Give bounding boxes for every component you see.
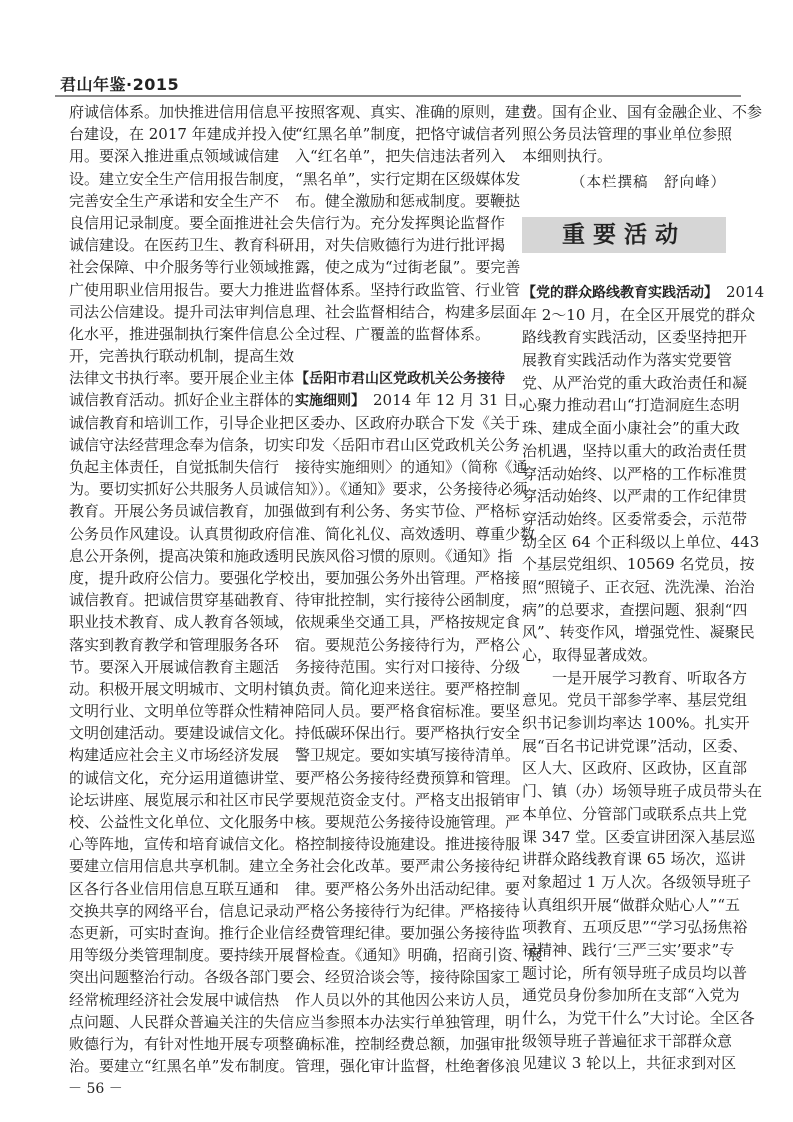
text-line: 完善安全生产承诺和安全生产不 <box>69 191 280 210</box>
text-line: 格控制接待设施建设。推进接待服 <box>295 835 521 854</box>
text-line: 严格公务接待行为纪律。严格接待 <box>295 901 521 920</box>
page-number: － 56 － <box>68 1081 123 1097</box>
text-line: 知》）。《通知》要求，公务接待必须 <box>295 480 528 499</box>
text-line: 要严格公务接待经费预算和管理。 <box>295 768 521 787</box>
text-line: 化水平，推进强制执行案件信息公 <box>69 324 295 343</box>
header-rule <box>55 95 741 97</box>
text-line: 作人员以外的其他因公来访人员， <box>295 990 521 1009</box>
author-credit: （本栏撰稿 舒向峰） <box>571 175 726 191</box>
text-line <box>522 281 765 304</box>
text-line: 教育。开展公务员诚信教育，加强 <box>69 502 295 521</box>
text-line: 律。要严格公务外出活动纪律。要 <box>295 879 521 898</box>
text-line: 认真组织开展“做群众贴心人”“五 <box>522 895 741 914</box>
text-line: 宿。要规范公务接待行为，严格公 <box>295 635 521 654</box>
text-line: 要规范资金支付。严格支出报销审 <box>295 790 521 809</box>
text-line: 社会保障、中介服务等行业领域推 <box>69 258 295 277</box>
text-line: 督检查。《通知》明确，招商引资、展 <box>295 946 543 965</box>
text-line: 依规乘坐交通工具，严格按规定食 <box>295 613 521 632</box>
text-line: 用等级分类管理制度。要持续开展 <box>69 946 295 965</box>
text-line: 确标准，控制经费总额，加强审批 <box>295 1034 521 1053</box>
text-line: 诚信守法经营理念奉为信条，切实 <box>69 435 295 454</box>
text-line: 意见。党员干部参学率、基层党组 <box>522 691 748 710</box>
text-line: 动。积极开展文明城市、文明村镇、 <box>69 679 310 698</box>
line-text: 2014 <box>711 283 765 301</box>
column-2 <box>295 101 543 1077</box>
text-line: 门、镇（办）场领导班子成员带头在 <box>522 782 763 801</box>
text-line: 区人大、区政府、区政协，区直部 <box>522 759 748 778</box>
text-line: 监督体系。坚持行政监管、行业管 <box>295 280 521 299</box>
text-line: 广使用职业信用报告。要大力推进 <box>69 280 295 299</box>
text-line: 区委办、区政府办联合下发《关于 <box>295 413 521 432</box>
text-line: 交换共享的网络平台，信息记录动 <box>69 901 295 920</box>
text-line: 准、简化礼仪、高效透明、尊重少数 <box>295 524 536 543</box>
line-text: 2014 年 12 月 31 日， <box>358 391 534 410</box>
text-line: 法律文书执行率。要开展企业主体 <box>69 369 295 388</box>
text-line: 风”、转变作风，增强党性、凝聚民 <box>522 623 755 642</box>
text-line <box>295 367 505 389</box>
text-line: 负责。简化迎来送往。要严格控制 <box>295 679 521 698</box>
text-line: 心聚力推动君山“打造洞庭生态明 <box>522 396 740 415</box>
text-line: 态更新，可实时查询。推行企业信 <box>69 923 295 942</box>
text-line: 心等阵地，宣传和培育诚信文化。 <box>69 835 295 854</box>
text-line: 设。建立安全生产信用报告制度， <box>69 169 295 188</box>
text-line: 费。国有企业、国有金融企业、不参 <box>522 103 763 121</box>
text-line: 展“百名书记讲党课”活动，区委、 <box>522 736 748 755</box>
text-line: 治机遇，坚持以重大的政治责任贯 <box>522 441 748 460</box>
text-line: 持低碳环保出行。要严格执行安全 <box>295 724 521 743</box>
entry-title: 实施细则】 <box>295 393 358 410</box>
text-line: 负起主体责任，自觉抵制失信行 <box>69 458 280 476</box>
text-line: 文明行业、文明单位等群众性精神 <box>69 702 295 721</box>
text-line: 本单位、分管部门或联系点共上党 <box>522 804 748 823</box>
text-line: 点问题、人民群众普遍关注的失信 <box>69 1012 295 1031</box>
text-line: 务社会化改革。要严肃公务接待纪 <box>295 857 521 876</box>
text-line: 入“红名单”，把失信违法者列入 <box>295 147 506 166</box>
text-line: 课 347 堂。区委宣讲团深入基层巡 <box>522 827 756 846</box>
text-line: 禄精神、践行‘三严三实’要求”专 <box>522 940 735 959</box>
text-line: 校、公益性文化单位、文化服务中 <box>69 813 295 831</box>
text-line: 珠、建成全面小康社会”的重大政 <box>522 419 740 438</box>
text-line: 陪同人员。要严格食宿标准。要坚 <box>295 702 521 721</box>
text-line: 做到有利公务、务实节俭、严格标 <box>295 502 521 521</box>
text-line: 接待实施细则〉的通知》（简称《通 <box>295 458 528 476</box>
text-line: 应当参照本办法实行单独管理，明 <box>295 1012 521 1031</box>
text-line: 动全区 64 个正科级以上单位、443 <box>522 532 760 551</box>
text-line: 年 2～10 月，在全区开展党的群众 <box>522 305 756 324</box>
text-line: 穿活动始终。区委常委会，示范带 <box>522 509 748 528</box>
line-text: 本细则执行。 <box>522 147 613 166</box>
text-line: 用。要深入推进重点领域诚信建 <box>69 147 280 166</box>
text-line: 个基层党组织、10569 名党员，按 <box>522 555 755 574</box>
entry-title: 【岳阳市君山区党政机关公务接待 <box>295 371 505 388</box>
text-line: 穿活动始终、以严格的工作标准贯 <box>522 464 748 483</box>
text-line: 照“照镜子、正衣冠、洗洗澡、治治 <box>522 577 755 596</box>
text-line: 息公开条例，提高决策和施政透明 <box>69 546 295 565</box>
text-line: 务接待范围。实行对口接待、分级 <box>295 657 521 676</box>
column-3-top <box>522 101 763 168</box>
text-line: 会、经贸洽谈会等，接待除国家工 <box>295 968 521 987</box>
column-3-bottom <box>522 281 765 1075</box>
running-header: 君山年鉴·2015 <box>60 75 180 94</box>
text-line: 诚信建设。在医药卫生、教育科研、 <box>69 236 310 255</box>
text-line: 台建设，在 2017 年建成并投入使 <box>69 125 297 144</box>
text-line: 落实到教育教学和管理服务各环 <box>69 635 280 654</box>
text-line: 核。要规范公务接待设施管理。严 <box>295 813 521 831</box>
text-line: 级领导班子普遍征求干部群众意 <box>522 1031 733 1050</box>
text-line: 司法公信建设。提升司法审判信息 <box>69 302 295 321</box>
text-line: 项教育、五项反思”“学习弘扬焦裕 <box>522 918 748 937</box>
text-line: 诚信教育。把诚信贯穿基础教育、 <box>69 591 295 610</box>
text-line: 府诚信体系。加快推进信用信息平 <box>69 103 295 121</box>
text-line: 按照客观、真实、准确的原则，建立 <box>295 103 536 121</box>
text-line: 展教育实践活动作为落实党要管 <box>522 351 733 370</box>
section-heading: 重要活动 <box>522 217 726 253</box>
line-text: 心，取得显著成效。 <box>522 646 658 664</box>
text-line <box>522 644 726 667</box>
text-line: 一是开展学习教育、听取各方 <box>522 668 748 687</box>
text-line: 构建适应社会主义市场经济发展 <box>69 746 280 765</box>
text-line: 诚信教育活动。抓好企业主群体的 <box>69 391 295 410</box>
text-line: 待审批控制，实行接待公函制度， <box>295 591 521 610</box>
text-line: 用，对失信败德行为进行批评揭 <box>295 236 506 255</box>
text-line: 出，要加强公务外出管理。严格接 <box>295 568 521 587</box>
text-line: 节。要深入开展诚信教育主题活 <box>69 657 280 676</box>
text-line: 诚信教育和培训工作，引导企业把 <box>69 413 295 432</box>
text-line: 经常梳理经济社会发展中诚信热 <box>69 990 280 1009</box>
text-line: 什么，为党干什么”大讨论。全区各 <box>522 1009 755 1027</box>
text-line: 要建立信用信息共享机制。建立全 <box>69 857 295 876</box>
text-line: 见建议 3 轮以上，共征求到对区 <box>522 1054 737 1073</box>
text-line: 职业技术教育、成人教育各领域， <box>69 613 295 632</box>
text-line: “红黑名单”制度，把恪守诚信者列 <box>295 125 521 144</box>
text-line: 织书记参训均率达 100%。扎实开 <box>522 714 750 733</box>
text-line: 对象超过 1 万人次。各级领导班子 <box>522 872 752 891</box>
paragraph-gap <box>295 345 499 367</box>
text-line: 为。要切实抓好公共服务人员诚信 <box>69 480 295 499</box>
text-line: 管理，强化审计监督，杜绝奢侈浪 <box>295 1057 521 1076</box>
text-line: 题讨论，所有领导班子成员均以普 <box>522 963 748 982</box>
text-line: 治。要建立“红黑名单”发布制度。 <box>69 1057 295 1076</box>
text-line: 败德行为，有针对性地开展专项整 <box>69 1034 295 1053</box>
text-line: 民族风俗习惯的原则。《通知》指 <box>295 546 513 565</box>
text-line: 论坛讲座、展览展示和社区市民学 <box>69 790 295 809</box>
text-line <box>522 145 726 167</box>
text-line: 照公务员法管理的事业单位参照 <box>522 125 733 144</box>
text-line: 病”的总要求，查摆问题、狠刹“四 <box>522 600 748 619</box>
column-1 <box>69 101 310 1077</box>
text-line: 警卫规定。要如实填写接待清单。 <box>295 746 521 765</box>
text-line: 突出问题整治行动。各级各部门要 <box>69 968 295 987</box>
text-line: “黑名单”，实行定期在区级媒体发 <box>295 169 521 188</box>
text-line: 党、从严治党的重大政治责任和凝 <box>522 373 748 392</box>
text-line: 印发〈岳阳市君山区党政机关公务 <box>295 435 521 454</box>
text-line: 经费管理纪律。要加强公务接待监 <box>295 923 521 942</box>
text-line: 文明创建活动。要建设诚信文化。 <box>69 724 295 743</box>
text-line: 讲群众路线教育课 65 场次，巡讲 <box>522 850 746 869</box>
text-line: 区各行各业信用信息互联互通和 <box>69 879 280 898</box>
text-line: 失信行为。充分发挥舆论监督作 <box>295 213 506 232</box>
text-line: 度，提升政府公信力。要强化学校 <box>69 568 295 587</box>
text-line: 露，使之成为“过街老鼠”。要完善 <box>295 258 521 277</box>
text-line <box>295 323 499 345</box>
text-line: 穿活动始终、以严肃的工作纪律贯 <box>522 487 748 506</box>
entry-title: 【党的群众路线教育实践活动】 <box>522 285 711 301</box>
text-line: 通党员身份参加所在支部“入党为 <box>522 986 740 1005</box>
line-text: 全过程、广覆盖的监督体系。 <box>295 324 491 343</box>
text-line: 良信用记录制度。要全面推进社会 <box>69 213 295 232</box>
text-line: 开，完善执行联动机制，提高生效 <box>69 347 295 366</box>
text-line: 公务员作风建设。认真贯彻政府信 <box>69 524 295 543</box>
text-line <box>295 389 534 411</box>
text-line: 的诚信文化，充分运用道德讲堂、 <box>69 768 295 787</box>
text-line: 理、社会监督相结合，构建多层面、 <box>295 302 536 321</box>
text-line: 路线教育实践活动，区委坚持把开 <box>522 328 748 347</box>
text-line: 布。健全激励和惩戒制度。要鞭挞 <box>295 191 521 210</box>
